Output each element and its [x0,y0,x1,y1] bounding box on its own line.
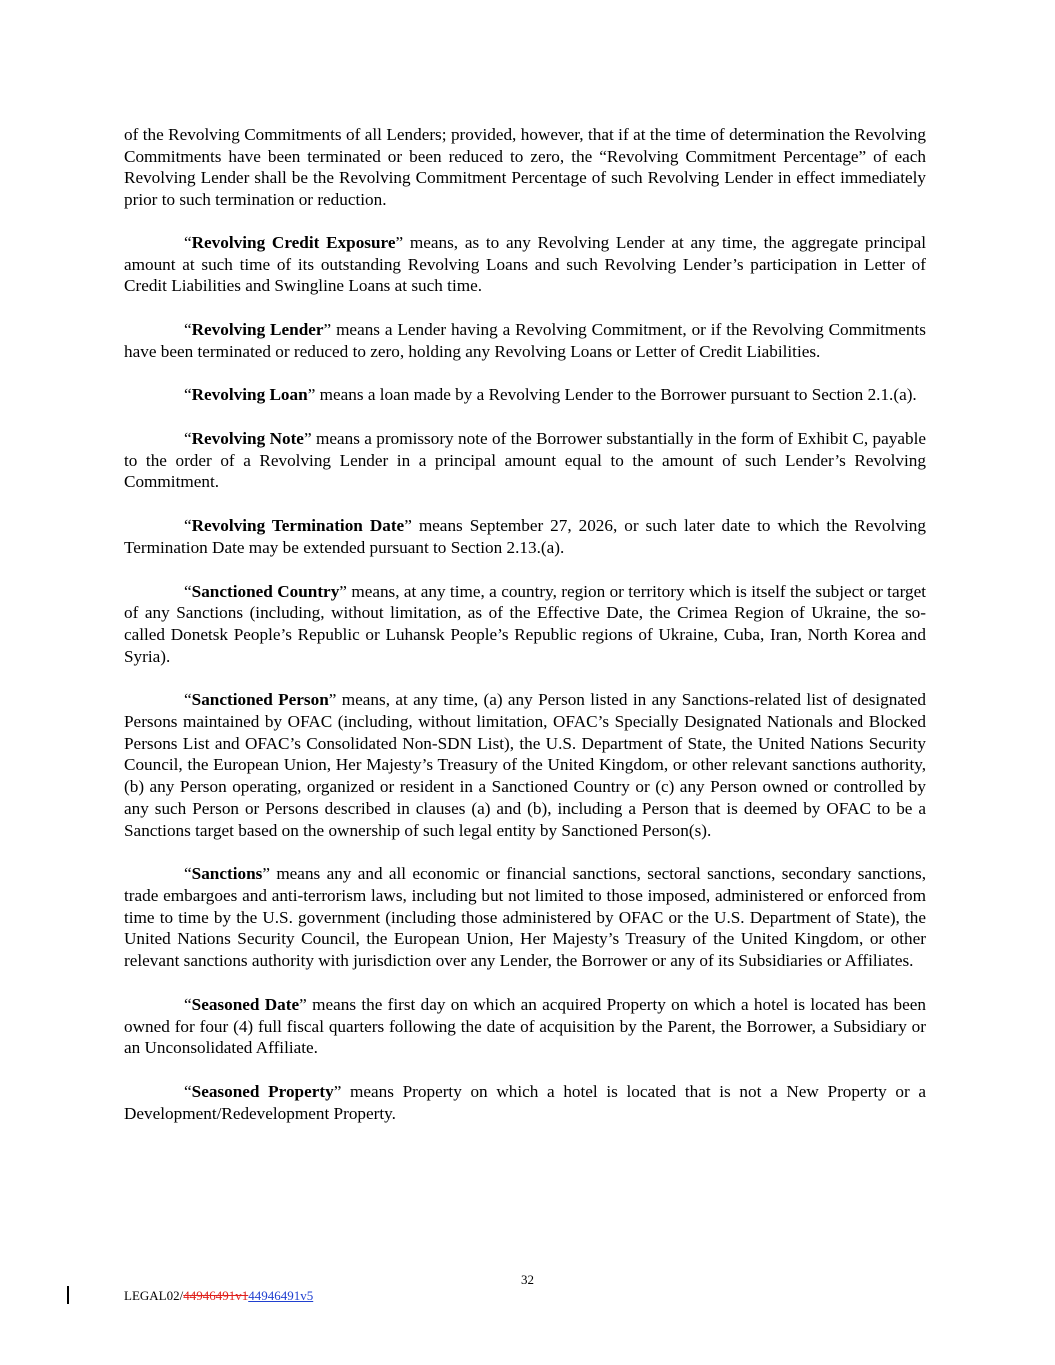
defined-term: Revolving Note [191,429,304,449]
definition-text: means a loan made by a Revolving Lender to the Borrower pursuant to Section 2.1.(a). [315,385,917,405]
definition-text: means a Lender having a Revolving Commitment, or if the Revolving Commitments have been terminated or reduced to zero, holding any Revolving Loans or Letter of Credit Liabilities. [124,319,926,361]
defined-term: Revolving Loan [191,385,308,405]
close-quote: ” [333,1081,342,1101]
close-quote: ” [323,319,332,339]
close-quote: ” [404,516,412,536]
definition-text: means a promissory note of the Borrower substantially in the form of Exhibit C, payable to the order of a Revolving Lender in a principal amount equal to the amount of such Lender’s Revolving Commitment. [124,429,926,492]
open-quote: “ [184,319,192,339]
defined-term: Revolving Termination Date [191,516,405,536]
close-quote: ” [303,429,312,449]
definition-paragraph [124,384,926,406]
defined-term: Seasoned Property [191,1081,334,1101]
definition-text: means, as to any Revolving Lender at any time, the aggregate principal amount at such time of its outstanding Revolving Loans and such Revolving Lender’s participation in Letter of Credit Liabilities and Swingline Loans at such time. [124,232,926,296]
definition-text: means Property on which a hotel is located that is not a New Property or a Development/Redevelopment Property. [124,1081,927,1123]
open-quote: “ [184,429,192,449]
definition-paragraph [124,863,926,972]
definition-paragraph [124,232,926,297]
defined-term: Revolving Lender [191,319,324,339]
opening-paragraph: of the Revolving Commitments of all Lenders; provided, however, that if at the time of determination the Revolving Commitments have been terminated or been reduced to zero, the “Revolving Commitment Percentage” of each Revolving Lender shall be the Revolving Commitment Percentage of such Revolving Lender in effect immediately prior to such termination or reduction. [124,125,926,210]
close-quote: ” [307,385,316,405]
close-quote: ” [262,864,270,884]
close-quote: ” [299,994,307,1014]
open-quote: “ [184,385,192,405]
inserted-version-id: 44946491v5 [248,1288,314,1303]
definition-text: means the first day on which an acquired Property on which a hotel is located has been owned for four (4) full fiscal quarters following the date of acquisition by the Parent, the Borrower, a Subsidiary or an Unconsolidated Affiliate. [124,994,927,1058]
definition-paragraph [124,689,926,841]
change-bar [67,1286,69,1304]
document-id [124,1288,313,1304]
definition-paragraph [124,994,926,1059]
open-quote: “ [184,581,192,601]
document-id-prefix: LEGAL02/ [124,1288,184,1303]
open-quote: “ [184,232,192,252]
open-quote: “ [184,690,192,710]
close-quote: ” [328,690,337,710]
open-quote: “ [184,994,192,1014]
open-quote: “ [184,1081,192,1101]
definition-text: means September 27, 2026, or such later date to which the Revolving Termination Date may be extended pursuant to Section 2.13.(a). [124,516,926,557]
definitions-list [124,232,926,1125]
definition-text: means, at any time, (a) any Person listed in any Sanctions-related list of designated Persons maintained by OFAC (including, without limitation, OFAC’s Specially Designated Nationals and Blocked Persons List and OFAC’s Consolidated Non-SDN List), the U.S. Department of State, the United Nations Security Council, the European Union, Her Majesty’s Treasury of the United Kingdom, or other relevant sanctions authority, (b) any Person operating, organized or resident in a Sanctioned Country or (c) any Person owned or controlled by any such Person or Persons described in clauses (a) and (b), including a Person that is deemed by OFAC to be a Sanctions target based on the ownership of such legal entity by Sanctioned Person(s). [124,690,926,840]
close-quote: ” [339,581,347,601]
defined-term: Sanctioned Person [191,690,329,710]
definition-paragraph [124,1081,926,1124]
open-quote: “ [184,864,192,884]
defined-term: Sanctions [191,864,263,884]
defined-term: Revolving Credit Exposure [191,232,396,252]
close-quote: ” [395,232,404,252]
open-quote: “ [184,516,192,536]
page-number: 32 [521,1272,534,1287]
definition-text: means any and all economic or financial sanctions, sectoral sanctions, secondary sanctions, trade embargoes and anti-terrorism laws, including but not limited to those imposed, administered or enforced from time to time by the U.S. government (including those administered by OFAC or the U.S. Department of State), the United Nations Security Council, the European Union, Her Majesty’s Treasury of the United Kingdom, or other relevant sanctions authority with jurisdiction over any Lender, the Borrower or any of its Subsidiaries or Affiliates. [124,864,926,971]
definition-paragraph [124,428,926,493]
definition-text: means, at any time, a country, region or territory which is itself the subject or target of any Sanctions (including, without limitation, as of the Effective Date, the Crimea Region of Ukraine, the so-called Donetsk People’s Republic or Luhansk People’s Republic regions of Ukraine, Cuba, Iran, North Korea and Syria). [124,581,926,666]
definition-paragraph [124,581,926,668]
defined-term: Sanctioned Country [191,581,340,601]
defined-term: Seasoned Date [191,994,300,1014]
document-body [124,124,926,1146]
deleted-version-id: 44946491v1 [183,1288,249,1303]
definition-paragraph [124,515,926,558]
definition-paragraph [124,319,926,362]
